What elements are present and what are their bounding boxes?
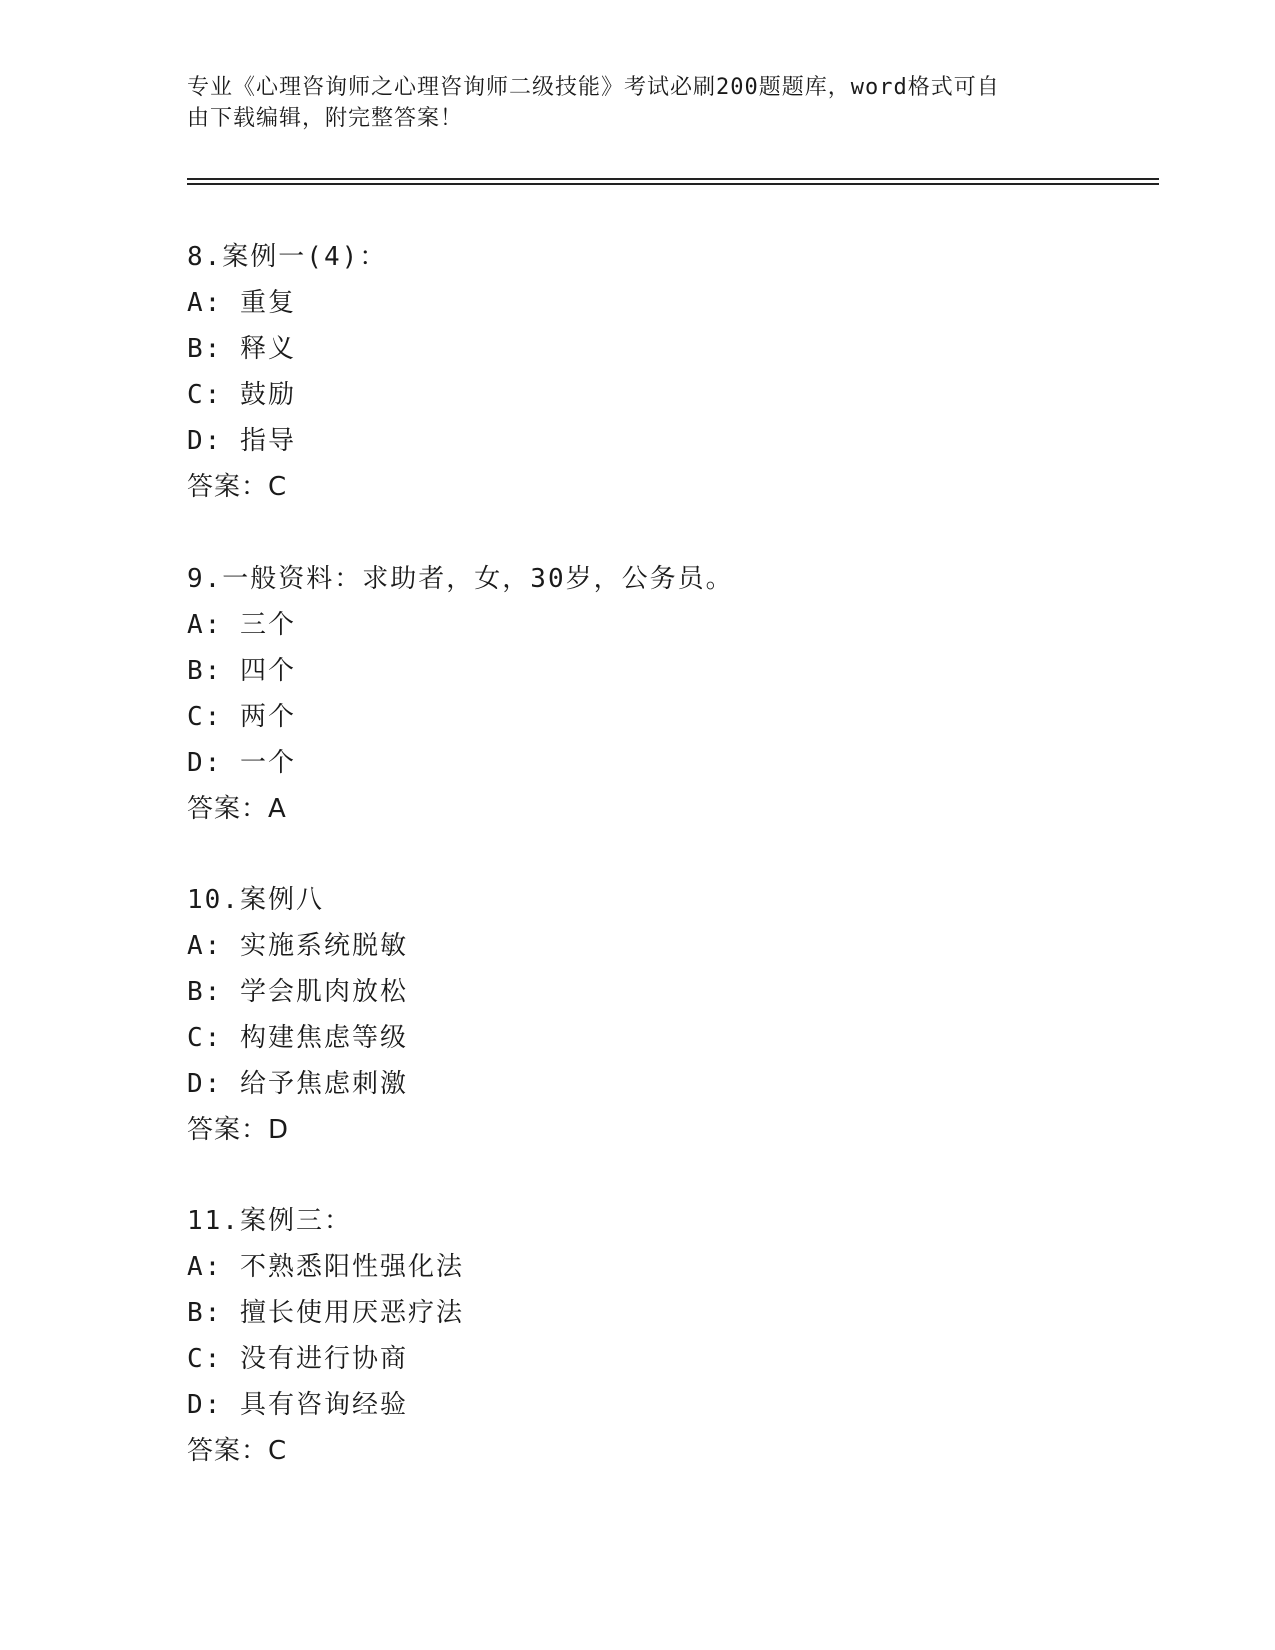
header-line-2: 由下载编辑，附完整答案！ (187, 106, 464, 131)
question-stem: 11.案例三： (187, 1206, 352, 1236)
option-c: C: 没有进行协商 (187, 1344, 408, 1374)
answer: 答案：A (187, 794, 287, 824)
option-d: D: 一个 (187, 748, 296, 778)
question-stem: 8.案例一(4)： (187, 242, 388, 272)
answer: 答案：C (187, 1436, 288, 1466)
answer: 答案：C (187, 472, 288, 502)
option-d: D: 给予焦虑刺激 (187, 1069, 408, 1099)
option-d: D: 指导 (187, 426, 296, 456)
header-line-1: 专业《心理咨询师之心理咨询师二级技能》考试必刷200题题库，word格式可自 (187, 75, 1000, 100)
option-d: D: 具有咨询经验 (187, 1390, 408, 1420)
question-10 (187, 877, 408, 1153)
option-a: A: 重复 (187, 288, 296, 318)
document-header (187, 72, 1087, 134)
option-c: C: 构建焦虑等级 (187, 1023, 408, 1053)
option-a: A: 不熟悉阳性强化法 (187, 1252, 464, 1282)
option-c: C: 两个 (187, 702, 296, 732)
question-8 (187, 234, 387, 510)
option-a: A: 三个 (187, 610, 296, 640)
question-stem: 9.一般资料：求助者，女，30岁，公务员。 (187, 564, 734, 594)
option-b: B: 释义 (187, 334, 296, 364)
header-divider-top (187, 178, 1159, 180)
answer: 答案：D (187, 1115, 290, 1145)
question-11 (187, 1198, 464, 1474)
header-divider-bottom (187, 183, 1159, 185)
question-stem: 10.案例八 (187, 885, 324, 915)
question-9 (187, 556, 734, 832)
option-b: B: 擅长使用厌恶疗法 (187, 1298, 464, 1328)
option-b: B: 学会肌肉放松 (187, 977, 408, 1007)
option-c: C: 鼓励 (187, 380, 296, 410)
option-a: A: 实施系统脱敏 (187, 931, 408, 961)
option-b: B: 四个 (187, 656, 296, 686)
